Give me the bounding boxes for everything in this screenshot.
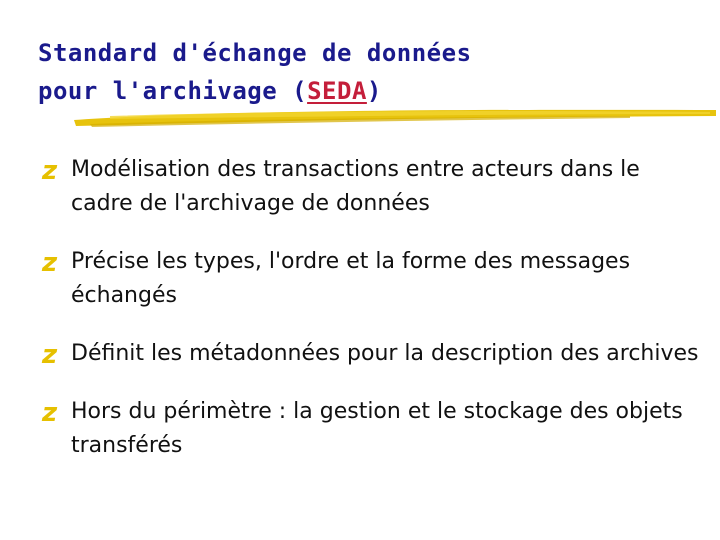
z-bullet-icon: z (42, 248, 58, 278)
bullet-item (42, 395, 702, 463)
z-bullet-icon: z (42, 340, 58, 370)
z-bullet-icon: z (42, 156, 58, 186)
z-bullet-icon: z (42, 398, 58, 428)
bullet-text: Modélisation des transactions entre acteurs dans le cadre de l'archivage de données (71, 157, 640, 216)
bullet-item (42, 337, 702, 371)
title-line-2-prefix: pour l'archivage ( (38, 77, 308, 105)
bullet-text: Définit les métadonnées pour la description des archives (71, 341, 699, 366)
bullet-item (42, 245, 702, 313)
seda-link[interactable]: SEDA (307, 77, 367, 105)
yellow-brush-underline (70, 104, 720, 130)
title-line-1: Standard d'échange de données (38, 39, 472, 67)
title-line-2-suffix: ) (366, 77, 382, 105)
slide-title (38, 34, 472, 110)
bullet-text: Hors du périmètre : la gestion et le stockage des objets transférés (71, 399, 683, 458)
bullet-list (42, 153, 702, 487)
bullet-text: Précise les types, l'ordre et la forme des messages échangés (71, 249, 631, 308)
bullet-item (42, 153, 702, 221)
